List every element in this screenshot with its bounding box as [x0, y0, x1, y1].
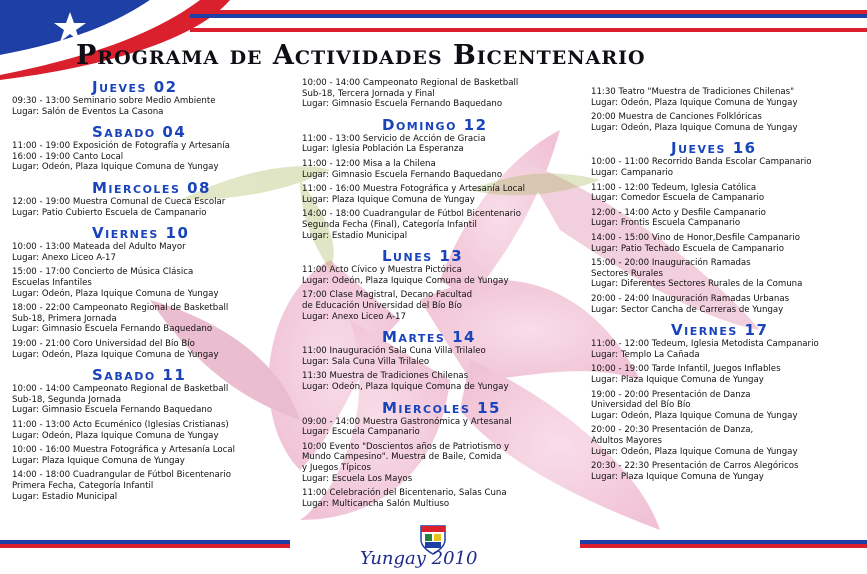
day-heading: Jueves 16	[671, 139, 757, 158]
event-location: Lugar: Gimnasio Escuela Fernando Baquedano	[12, 405, 213, 416]
event-location: Lugar: Odeón, Plaza Iquique Comuna de Yungay	[302, 275, 509, 286]
event-line: 10:00 - 14:00 Campeonato Regional de Basketball	[302, 78, 519, 88]
top-flag-stripe	[190, 10, 867, 20]
day-heading: Sabado 11	[92, 366, 187, 385]
event-location: Lugar: Gimnasio Escuela Fernando Baquedano	[302, 99, 503, 110]
day-heading: Viernes 17	[671, 321, 769, 340]
event-line: 11:30 Teatro "Muestra de Tradiciones Chilenas"	[591, 87, 795, 97]
event-line: 11:00 Inauguración Sala Cuna Villa Trilaleo	[302, 346, 486, 357]
event-location: Lugar: Gimnasio Escuela Fernando Baquedano	[302, 169, 503, 180]
day-heading: Miercoles 15	[382, 398, 501, 417]
event-line: 11:00 - 13:00 Acto Ecuménico (Iglesias Cristianas)	[12, 420, 229, 430]
event-location: Lugar: Gimnasio Escuela Fernando Baquedano	[12, 324, 213, 335]
event-line: Sectores Rurales	[591, 268, 663, 279]
event-line: 14:00 - 15:00 Vino de Honor,Desfile Campanario	[591, 233, 800, 243]
event-location: Lugar: Anexo Liceo A-17	[12, 252, 116, 263]
day-heading: Martes 14	[382, 328, 476, 347]
event-location: Lugar: Patio Techado Escuela de Campanario	[591, 243, 785, 254]
event-location: Lugar: Odeón, Plaza Iquique Comuna de Yungay	[591, 97, 798, 108]
event-line: 10:00 - 13:00 Mateada del Adulto Mayor	[12, 242, 186, 253]
event-line: 09:30 - 13:00 Seminario sobre Medio Ambiente	[12, 96, 216, 106]
event-line: Escuelas Infantiles	[12, 278, 92, 288]
day-heading: Miercoles 08	[92, 179, 211, 197]
event-line: 11:00 Celebración del Bicentenario, Salas Cuna	[302, 488, 507, 499]
event-line: Primera Fecha, Categoría Infantil	[12, 481, 154, 491]
footer-place: Yungay	[360, 548, 426, 569]
event-location: Lugar: Frontis Escuela Campanario	[591, 218, 741, 229]
day-heading: Sabado 04	[92, 123, 187, 142]
day-heading: Lunes 13	[382, 247, 464, 266]
event-location: Lugar: Estadio Municipal	[302, 230, 408, 241]
event-line: y Juegos Típicos	[302, 463, 371, 473]
event-line: 16:00 - 19:00 Canto Local	[12, 151, 124, 162]
event-location: Lugar: Sector Cancha de Carreras de Yungay	[591, 304, 784, 315]
footer-year: 2010	[431, 548, 478, 569]
event-line: Adultos Mayores	[591, 436, 662, 446]
event-line: 12:00 - 14:00 Acto y Desfile Campanario	[591, 207, 766, 218]
event-location: Lugar: Sala Cuna Villa Trilaleo	[302, 356, 430, 367]
event-line: 15:00 - 20:00 Inauguración Ramadas	[591, 258, 751, 269]
event-location: Lugar: Estadio Municipal	[12, 491, 118, 502]
event-location: Lugar: Escuela Los Mayos	[302, 473, 413, 484]
event-location: Lugar: Iglesia Población La Esperanza	[302, 144, 464, 155]
event-line: Mundo Campesino". Muestra de Baile, Comida	[302, 452, 502, 463]
event-line: 12:00 - 19:00 Muestra Comunal de Cueca Escolar	[12, 197, 226, 207]
event-line: 10:00 - 11:00 Recorrido Banda Escolar Campanario	[591, 157, 812, 168]
event-location: Lugar: Odeón, Plaza Iquique Comuna de Yungay	[591, 446, 798, 457]
event-line: 17:00 Clase Magistral, Decano Facultad	[302, 290, 473, 301]
event-location: Lugar: Campanario	[591, 168, 674, 178]
event-location: Lugar: Odeón, Plaza Iquique Comuna de Yungay	[12, 162, 219, 173]
event-location: Lugar: Templo La Cañada	[591, 349, 700, 360]
event-line: 20:30 - 22:30 Presentación de Carros Alegóricos	[591, 461, 799, 472]
event-line: 19:00 - 21:00 Coro Universidad del Bío Bío	[12, 339, 195, 349]
event-line: 09:00 - 14:00 Muestra Gastronómica y Artesanal	[302, 416, 512, 427]
event-location: Lugar: Odeón, Plaza Iquique Comuna de Yungay	[12, 288, 219, 299]
event-line: Universidad del Bío Bío	[591, 400, 691, 411]
event-location: Lugar: Salón de Eventos La Casona	[12, 106, 164, 117]
event-location: Lugar: Anexo Liceo A-17	[302, 311, 406, 322]
day-heading: Viernes 10	[92, 224, 190, 243]
day-heading: Domingo 12	[382, 115, 488, 134]
event-location: Lugar: Comedor Escuela de Campanario	[591, 193, 765, 204]
event-line: 10:00 - 19:00 Tarde Infantil, Juegos Inflables	[591, 364, 781, 375]
day-heading: Jueves 02	[92, 78, 178, 96]
event-line: 11:00 - 12:00 Tedeum, Iglesia Católica	[591, 182, 757, 193]
event-line: 14:00 - 18:00 Cuadrangular de Fútbol Bicentenario	[302, 209, 521, 220]
event-location: Lugar: Diferentes Sectores Rurales de la Comuna	[591, 279, 803, 290]
event-line: 11:00 Acto Cívico y Muestra Pictórica	[302, 265, 462, 276]
top-flag-stripe-lower	[190, 28, 867, 38]
event-location: Lugar: Plaza Iquique Comuna de Yungay	[591, 375, 764, 385]
event-line: Segunda Fecha (Final), Categoría Infantil	[302, 220, 477, 230]
event-location: Lugar: Multicancha Salón Multiuso	[302, 498, 450, 509]
event-location: Lugar: Escuela Campanario	[302, 427, 420, 438]
event-line: Sub-18, Segunda Jornada	[12, 394, 122, 405]
event-line: 11:30 Muestra de Tradiciones Chilenas	[302, 371, 469, 382]
event-line: 19:00 - 20:00 Presentación de Danza	[591, 389, 751, 400]
event-location: Lugar: Plaza Iquique Comuna de Yungay	[12, 455, 185, 466]
event-line: de Educación Universidad del Bío Bío	[302, 301, 462, 311]
event-line: 10:00 - 14:00 Campeonato Regional de Basketball	[12, 384, 229, 395]
event-line: 20:00 - 24:00 Inauguración Ramadas Urbanas	[591, 294, 790, 304]
event-line: 11:00 - 12:00 Misa a la Chilena	[302, 159, 436, 169]
event-location: Lugar: Odeón, Plaza Iquique Comuna de Yungay	[12, 430, 219, 441]
footer-signature	[360, 548, 477, 569]
event-line: 20:00 Muestra de Canciones Folklóricas	[591, 112, 762, 123]
bottom-left-flag-stripe	[0, 540, 290, 550]
event-line: 11:00 - 19:00 Exposición de Fotografía y Artesanía	[12, 141, 230, 152]
event-line: Sub-18, Tercera Jornada y Final	[302, 88, 435, 99]
bottom-right-flag-stripe	[580, 540, 867, 550]
event-line: 11:00 - 13:00 Servicio de Acción de Gracia	[302, 133, 486, 144]
event-line: 11:00 - 12:00 Tedeum, Iglesia Metodista Campanario	[591, 339, 819, 350]
event-location: Lugar: Patio Cubierto Escuela de Campanario	[12, 207, 207, 218]
event-line: 20:00 - 20:30 Presentación de Danza,	[591, 425, 754, 436]
event-location: Lugar: Plaza Iquique Comuna de Yungay	[302, 194, 475, 205]
event-line: Sub-18, Primera Jornada	[12, 313, 117, 324]
event-line: 14:00 - 18:00 Cuadrangular de Fútbol Bicentenario	[12, 470, 231, 481]
event-location: Lugar: Odeón, Plaza Iquique Comuna de Yungay	[302, 382, 509, 392]
event-line: 10:00 - 16:00 Muestra Fotográfica y Artesanía Local	[12, 445, 236, 456]
event-line: 10:00 Evento "Doscientos años de Patriotismo y	[302, 441, 510, 452]
event-location: Lugar: Odeón, Plaza Iquique Comuna de Yungay	[12, 349, 219, 360]
event-line: 11:00 - 16:00 Muestra Fotográfica y Artesanía Local	[302, 184, 526, 195]
page-title: Programa de Actividades Bicentenario	[76, 40, 646, 71]
event-location: Lugar: Plaza Iquique Comuna de Yungay	[591, 471, 764, 482]
event-line: 15:00 - 17:00 Concierto de Música Clásica	[12, 267, 194, 278]
event-line: 18:00 - 22:00 Campeonato Regional de Basketball	[12, 303, 229, 314]
event-location: Lugar: Odeón, Plaza Iquique Comuna de Yungay	[591, 122, 798, 133]
event-location: Lugar: Odeón, Plaza Iquique Comuna de Yungay	[591, 410, 798, 421]
